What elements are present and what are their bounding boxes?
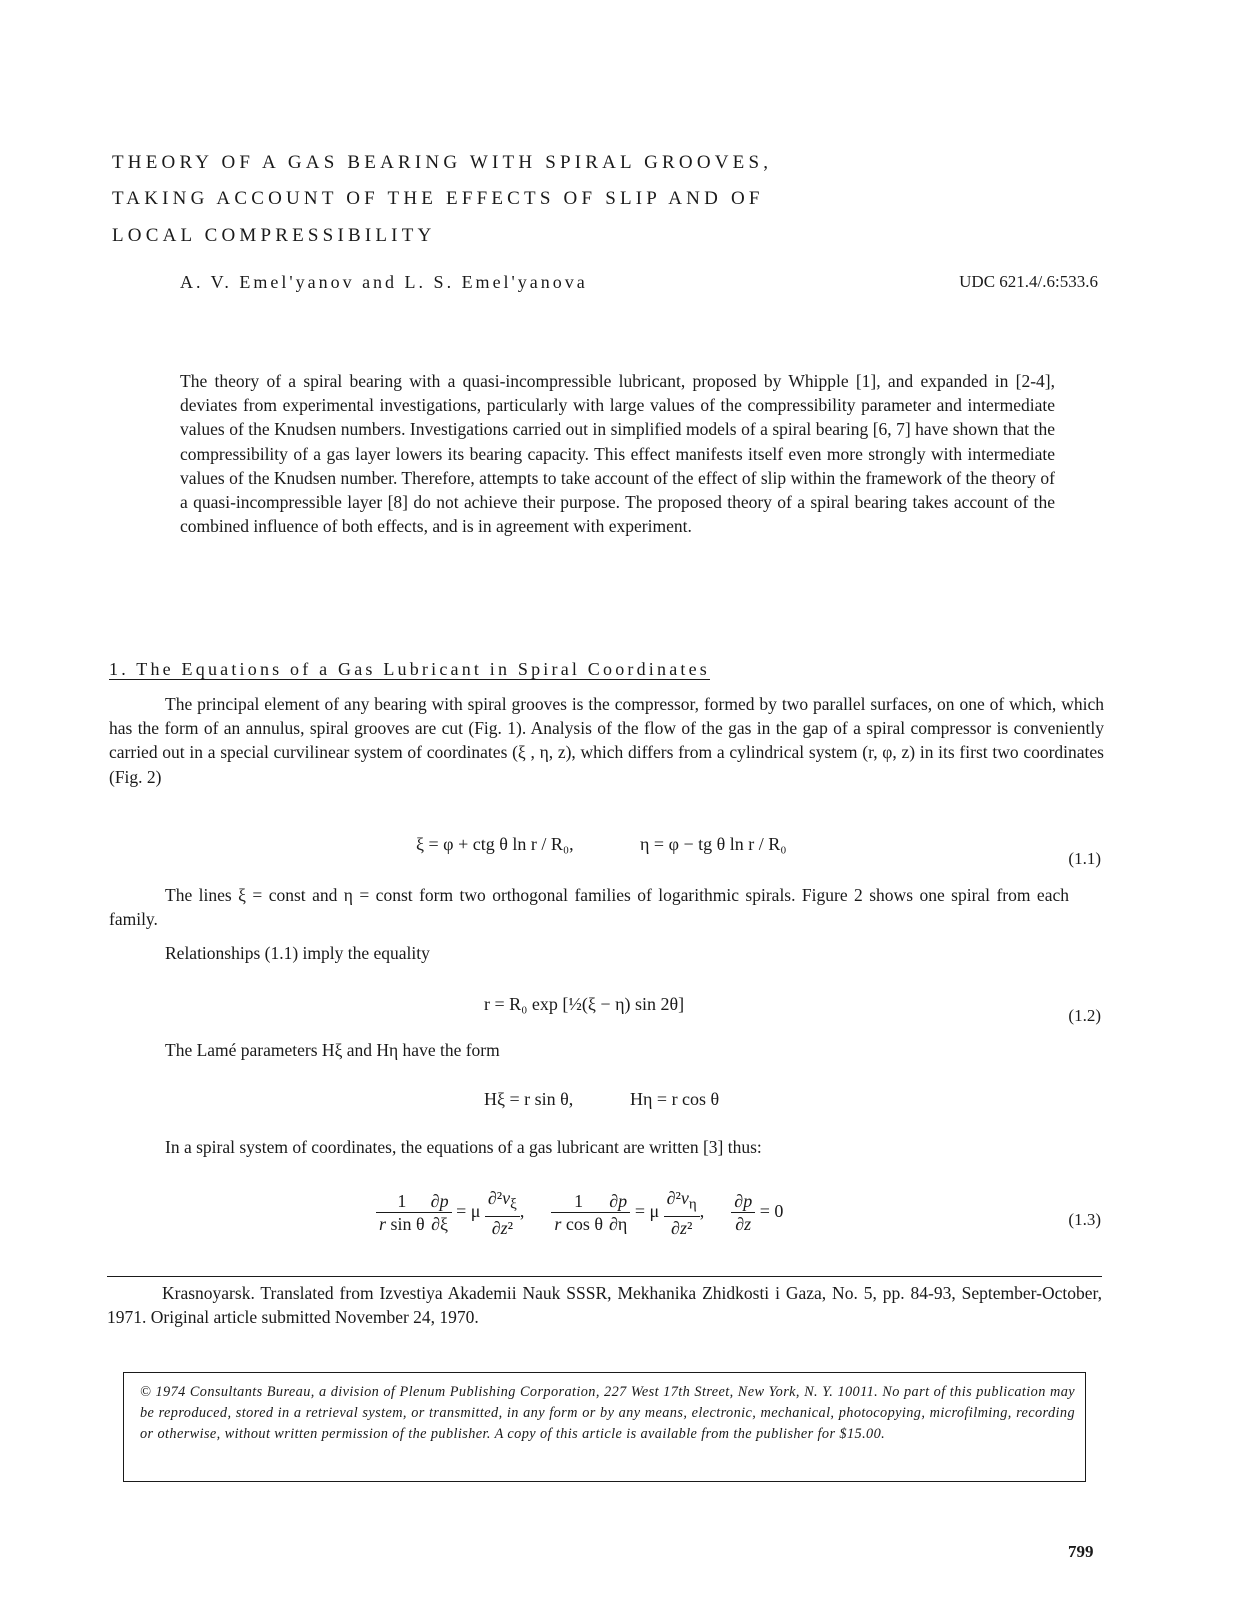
- equation-lame-h-eta: Hη = r cos θ: [630, 1089, 720, 1109]
- paragraph-2: [109, 883, 1069, 931]
- equation-1-3: $\frac{1}{\text{r sin θ}}$ $\frac{\partial p}{\partial\xi}$ = μ $\frac{\partial^2v_\xi}{\text{∂z²}}$ , $\frac{1}{\text{r cos θ}}$ $\frac{\partial p}{\partial\eta}$ = μ $\frac{\partial^2v_\eta}{\text{∂z²}}$ , $\frac{\partial p}{\partial z}$ = 0: [376, 1187, 783, 1239]
- copyright-box: [123, 1372, 1086, 1482]
- abstract: [180, 369, 1055, 538]
- authors: A. V. Emel'yanov and L. S. Emel'yanova: [180, 272, 588, 292]
- page-number: 799: [1068, 1542, 1094, 1561]
- paragraph-5: In a spiral system of coordinates, the equations of a gas lubricant are written [3] thus:: [165, 1137, 762, 1157]
- footnote: [107, 1281, 1102, 1329]
- paragraph-4: The Lamé parameters Hξ and Hη have the form: [165, 1040, 500, 1060]
- equation-1-3-number: (1.3): [1068, 1210, 1101, 1229]
- section-heading: 1. The Equations of a Gas Lubricant in Spiral Coordinates: [109, 659, 710, 679]
- copyright-text: © 1974 Consultants Bureau, a division of Plenum Publishing Corporation, 227 West 17th Street, New York, N. Y. 10011. No part of this publication may be reproduced, stored in a retrieval system, or transmitted, in any form or by any means, electronic, mechanical, photocopying, microfilming, recording or otherwise, without written permission of the publisher. A copy of this article is available from the publisher for $15.00.: [140, 1384, 1075, 1442]
- udc-code: UDC 621.4/.6:533.6: [959, 272, 1098, 291]
- footnote-rule: [107, 1276, 1102, 1277]
- paragraph-3: Relationships (1.1) imply the equality: [165, 943, 430, 963]
- title-line-2: TAKING ACCOUNT OF THE EFFECTS OF SLIP AND OF: [112, 188, 764, 209]
- footnote-text: Krasnoyarsk. Translated from Izvestiya Akademii Nauk SSSR, Mekhanika Zhidkosti i Gaza, No. 5, pp. 84-93, September-October, 1971. Original article submitted November 24, 1970.: [107, 1283, 1102, 1327]
- title-line-1: THEORY OF A GAS BEARING WITH SPIRAL GROOVES,: [112, 152, 773, 173]
- paragraph-1: [109, 692, 1104, 789]
- paragraph-1-text: The principal element of any bearing with spiral grooves is the compressor, formed by two parallel surfaces, on one of which, which has the form of an annulus, spiral grooves are cut (Fig. 1). Analysis of the flow of the gas in the gap of a spiral compressor is conveniently carried out in a special curvilinear system of coordinates (ξ , η, z), which differs from a cylindrical system (r, φ, z) in its first two coordinates (Fig. 2): [109, 694, 1104, 787]
- title-line-3: LOCAL COMPRESSIBILITY: [112, 225, 436, 246]
- equation-1-1-number: (1.1): [1068, 849, 1101, 868]
- equation-lame-h-xi: Hξ = r sin θ,: [484, 1089, 574, 1109]
- paragraph-2-text: The lines ξ = const and η = const form two orthogonal families of logarithmic spirals. Figure 2 shows one spiral from each family.: [109, 885, 1069, 930]
- equation-1-2-number: (1.2): [1068, 1006, 1101, 1025]
- equation-1-1-right: η = φ − tg θ ln r / R₀: [640, 834, 787, 854]
- equation-1-2: r = R₀ exp [½(ξ − η) sin 2θ]: [484, 994, 685, 1014]
- equation-1-1-left: ξ = φ + ctg θ ln r / R₀,: [416, 834, 574, 854]
- abstract-text: The theory of a spiral bearing with a quasi-incompressible lubricant, proposed by Whipple [1], and expanded in [2-4], deviates from experimental investigations, particularly with large values of the compressibility parameter and intermediate values of the Knudsen numbers. Investigations carried out in simplified models of a spiral bearing [6, 7] have shown that the compressibility of a gas layer lowers its bearing capacity. This effect manifests itself even more strongly with intermediate values of the Knudsen number. Therefore, attempts to take account of the effect of slip within the framework of the theory of a quasi-incompressible layer [8] do not achieve their purpose. The proposed theory of a spiral bearing takes account of the combined influence of both effects, and is in agreement with experiment.: [180, 371, 1055, 537]
